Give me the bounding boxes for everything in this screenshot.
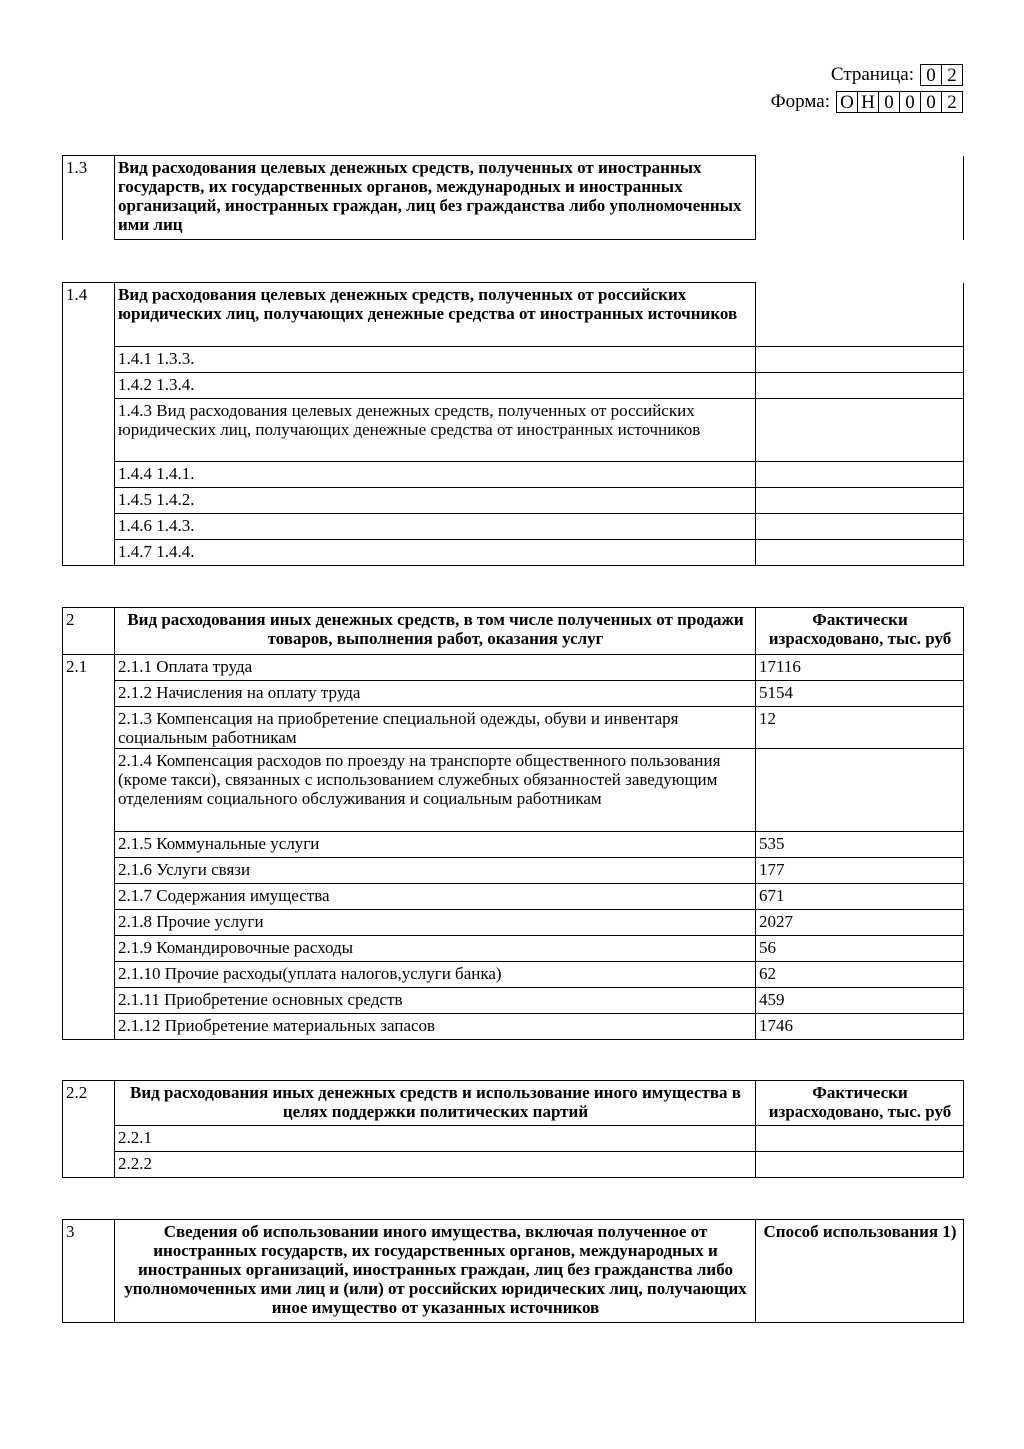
table-row-label: 1.4.6 1.4.3. xyxy=(115,514,756,540)
table-row-value: 459 xyxy=(756,988,964,1014)
table-row-value: 12 xyxy=(756,707,964,749)
value-cell xyxy=(756,373,964,399)
section-title: Вид расходования иных денежных средств, в том числе полученных от продажи товаров, выполнения работ, оказания услуг xyxy=(115,608,756,655)
table-row-label: 2.1.8 Прочие услуги xyxy=(115,910,756,936)
table-row-label: 2.1.12 Приобретение материальных запасов xyxy=(115,1014,756,1040)
form-char: Н xyxy=(858,91,879,113)
section-2-2-table xyxy=(62,1080,964,1178)
table-row-value: 17116 xyxy=(756,655,964,681)
value-column-header: Фактически израсходовано, тыс. руб xyxy=(756,608,964,655)
table-row-label: 1.4.7 1.4.4. xyxy=(115,540,756,566)
subsection-number: 2.1 xyxy=(63,655,115,1040)
table-row-label: 2.1.5 Коммунальные услуги xyxy=(115,832,756,858)
value-column-header: Фактически израсходовано, тыс. руб xyxy=(756,1081,964,1126)
table-row-label: 2.1.7 Содержания имущества xyxy=(115,884,756,910)
table-row-label: 2.1.4 Компенсация расходов по проезду на транспорте общественного пользования (кроме такси), связанных с использованием служебных обязанностей заведующим отделениям социального обслуживания и социальным работникам xyxy=(115,749,756,832)
section-title: Вид расходования иных денежных средств и использование иного имущества в целях поддержки политических партий xyxy=(115,1081,756,1126)
page-digit: 0 xyxy=(921,64,942,86)
table-row-label: 2.1.3 Компенсация на приобретение специальной одежды, обуви и инвентаря социальным работникам xyxy=(115,707,756,749)
form-code-field xyxy=(771,91,963,113)
table-row-label: 2.1.11 Приобретение основных средств xyxy=(115,988,756,1014)
table-row-value: 535 xyxy=(756,832,964,858)
section-number: 2.2 xyxy=(63,1081,115,1178)
form-char: 0 xyxy=(921,91,942,113)
table-row-label: 1.4.2 1.3.4. xyxy=(115,373,756,399)
form-char: 0 xyxy=(900,91,921,113)
section-number: 1.3 xyxy=(63,156,115,240)
table-row-label: 2.1.1 Оплата труда xyxy=(115,655,756,681)
value-cell xyxy=(756,540,964,566)
value-cell xyxy=(756,514,964,540)
table-row-label: 2.1.10 Прочие расходы(уплата налогов,услуги банка) xyxy=(115,962,756,988)
value-cell xyxy=(756,156,964,240)
table-row-value: 1746 xyxy=(756,1014,964,1040)
value-cell xyxy=(756,488,964,514)
table-row-label: 2.1.9 Командировочные расходы xyxy=(115,936,756,962)
value-cell xyxy=(756,1126,964,1152)
table-row-label: 1.4.4 1.4.1. xyxy=(115,462,756,488)
form-char: 0 xyxy=(879,91,900,113)
table-row-value: 5154 xyxy=(756,681,964,707)
table-row-label: 2.2.2 xyxy=(115,1152,756,1178)
section-number: 1.4 xyxy=(63,283,115,566)
table-row-label: 1.4.1 1.3.3. xyxy=(115,347,756,373)
value-cell xyxy=(756,347,964,373)
section-title: Вид расходования целевых денежных средств, полученных от российских юридических лиц, получающих денежные средства от иностранных источников xyxy=(115,283,756,347)
value-column-header: Способ использования 1) xyxy=(756,1220,964,1323)
value-cell xyxy=(756,283,964,347)
table-row-value: 671 xyxy=(756,884,964,910)
table-row-label: 2.1.6 Услуги связи xyxy=(115,858,756,884)
section-1-4-table xyxy=(62,282,964,566)
form-char: О xyxy=(837,91,858,113)
table-row-value: 2027 xyxy=(756,910,964,936)
table-row-label: 2.1.2 Начисления на оплату труда xyxy=(115,681,756,707)
section-number: 2 xyxy=(63,608,115,655)
table-row-value: 56 xyxy=(756,936,964,962)
section-title: Вид расходования целевых денежных средств, полученных от иностранных государств, их государственных органов, международных и иностранных организаций, иностранных граждан, лиц без гражданства либо уполномоченных ими лиц xyxy=(115,156,756,240)
page-label: Страница: xyxy=(830,64,914,85)
table-row-value: 62 xyxy=(756,962,964,988)
table-row-value xyxy=(756,749,964,832)
table-row-value: 177 xyxy=(756,858,964,884)
value-cell xyxy=(756,1152,964,1178)
section-3-table xyxy=(62,1219,964,1323)
section-2-table xyxy=(62,607,964,1040)
form-char: 2 xyxy=(942,91,963,113)
page-digit: 2 xyxy=(942,64,963,86)
section-title: Сведения об использовании иного имущества, включая полученное от иностранных государств, их государственных органов, международных и иностранных организаций, иностранных граждан, лиц без гражданства либо уполномоченных ими лиц и (или) от российских юридических лиц, получающих иное имущество от указанных источников xyxy=(115,1220,756,1323)
form-label: Форма: xyxy=(770,91,830,112)
table-row-label: 2.2.1 xyxy=(115,1126,756,1152)
page-number-field xyxy=(831,64,963,86)
value-cell xyxy=(756,462,964,488)
table-row-label: 1.4.3 Вид расходования целевых денежных средств, полученных от российских юридических лиц, получающих денежные средства от иностранных источников xyxy=(115,399,756,462)
section-number: 3 xyxy=(63,1220,115,1323)
table-row-label: 1.4.5 1.4.2. xyxy=(115,488,756,514)
section-1-3-table xyxy=(62,155,964,240)
value-cell xyxy=(756,399,964,462)
